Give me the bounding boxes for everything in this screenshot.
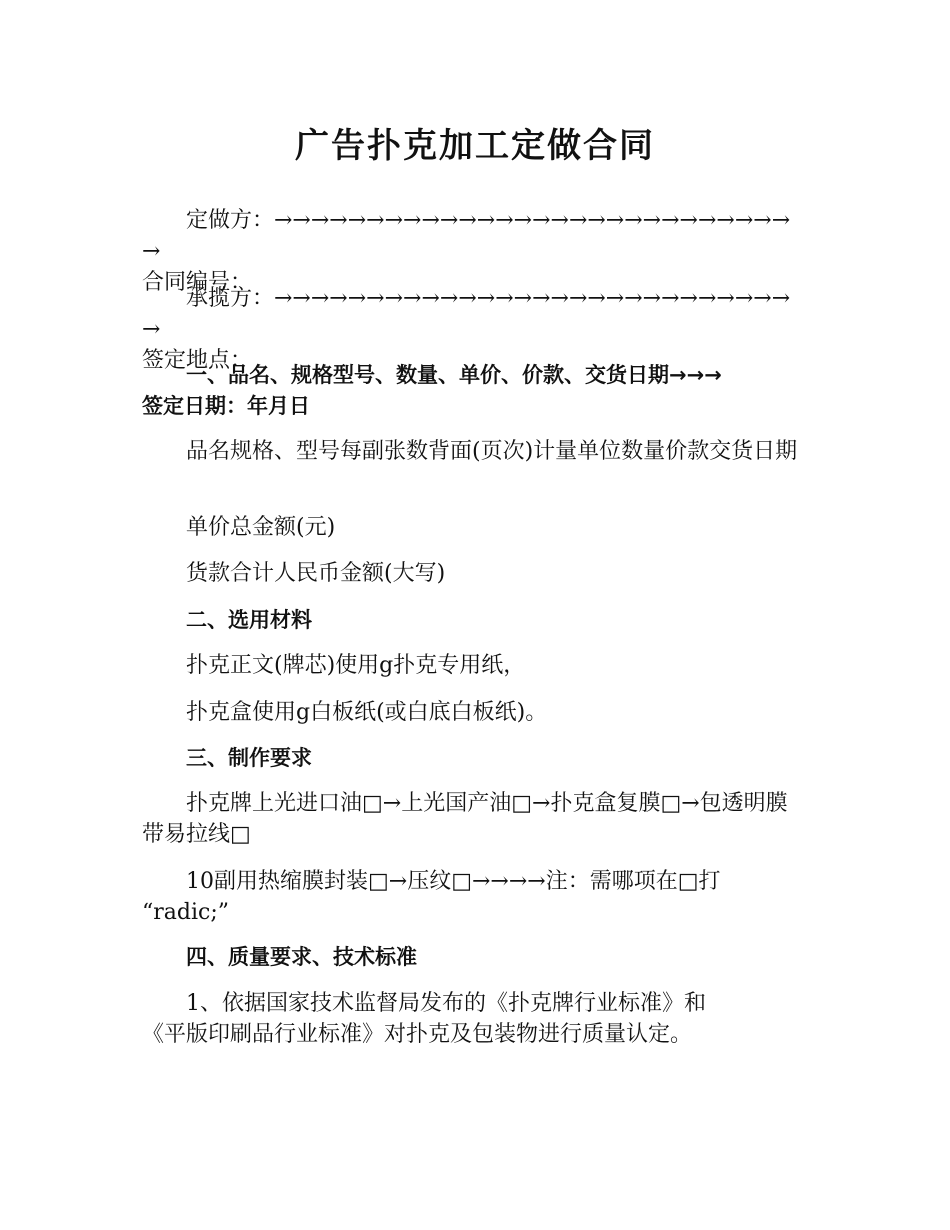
product-spec-line: 品名规格、型号每副张数背面(页次)计量单位数量价款交货日期 [186,439,798,464]
material-box-line: 扑克盒使用g白板纸(或白底白板纸)。 [186,700,548,725]
document-title: 广告扑克加工定做合同 [295,126,655,166]
production-req-line-1: 扑克牌上光进口油□→上光国产油□→扑克盒复膜□→包透明膜带易拉线□ [142,791,788,847]
unit-price-line: 单价总金额(元) [186,515,336,540]
section-heading-4: 四、质量要求、技术标准 [186,945,417,969]
party-orderer-line: 定做方：→→→→→→→→→→→→→→→→→→→→→→→→→→→→→ 合同编号： [142,208,791,295]
section-heading-3: 三、制作要求 [186,746,312,770]
party-contractor-line: 承揽方：→→→→→→→→→→→→→→→→→→→→→→→→→→→→→ 签定地点： [142,286,791,373]
section-heading-2: 二、选用材料 [186,608,312,632]
material-paper-line: 扑克正文(牌芯)使用g扑克专用纸， [186,653,526,678]
production-req-line-2: 10副用热缩膜封装□→压纹□→→→→注：需哪项在□打 “radic;” [142,869,721,925]
section-heading-1: 一、品名、规格型号、数量、单价、价款、交货日期→→→ 签定日期：年月日 [142,363,722,418]
total-amount-line: 货款合计人民币金额(大写) [186,561,446,586]
quality-standard-line: 1、依据国家技术监督局发布的《扑克牌行业标准》和 《平版印刷品行业标准》对扑克及包装物进行质量认定。 [142,991,706,1047]
